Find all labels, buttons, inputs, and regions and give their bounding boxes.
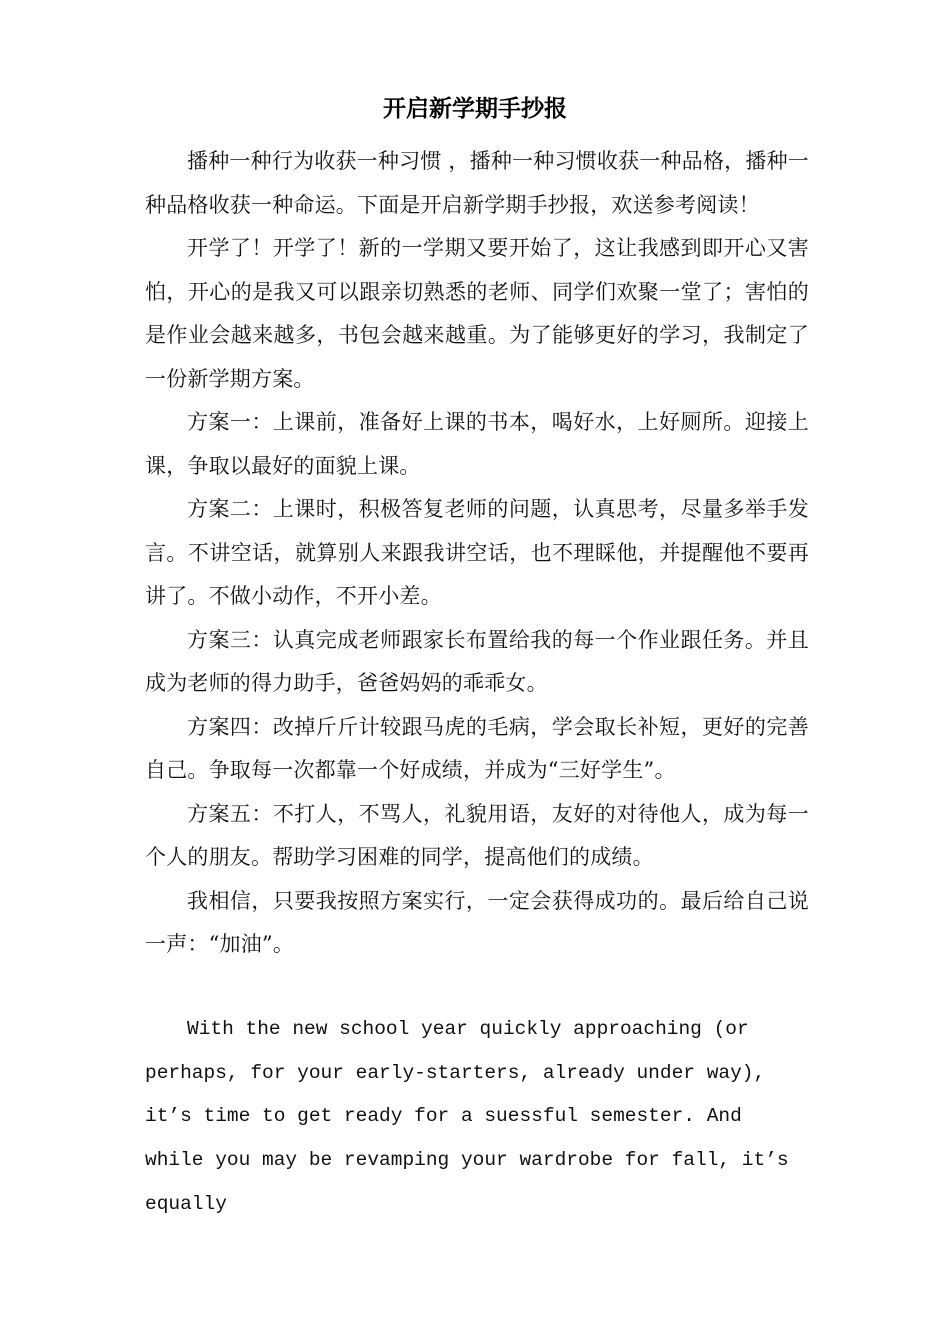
paragraph-plan-three: 方案三：认真完成老师跟家长布置给我的每一个作业跟任务。并且成为老师的得力助手，爸爸妈妈的乖乖女。 <box>145 627 809 695</box>
paragraph-plan-two: 方案二：上课时，积极答复老师的问题，认真思考，尽量多举手发言。不讲空话，就算别人来跟我讲空话，也不理睬他，并提醒他不要再讲了。不做小动作，不开小差。 <box>145 497 809 608</box>
paragraph-intro: 播种一种行为收获一种习惯 ，播种一种习惯收获一种品格，播种一种品格收获一种命运。下面是开启新学期手抄报，欢送参考阅读！ <box>145 149 809 217</box>
document-title: 开启新学期手抄报 <box>383 95 567 122</box>
paragraph-english: With the new school year quickly approaching (or perhaps, for your early-starters, already under way), it’s time to get ready for a suessful semester. And while you may be revamping your wardrobe for fall, it’s equally <box>145 1018 789 1215</box>
english-section <box>145 1008 809 1227</box>
paragraph-plan-four: 方案四：改掉斤斤计较跟马虎的毛病，学会取长补短，更好的完善自己。争取每一次都靠一个好成绩，并成为“三好学生”。 <box>145 714 809 782</box>
paragraph-school-start: 开学了！开学了！新的一学期又要开始了，这让我感到即开心又害怕，开心的是我又可以跟亲切熟悉的老师、同学们欢聚一堂了；害怕的是作业会越来越多，书包会越来越重。为了能够更好的学习，我制定了一份新学期方案。 <box>145 236 809 391</box>
paragraph-plan-one: 方案一：上课前，准备好上课的书本，喝好水，上好厕所。迎接上课，争取以最好的面貌上课。 <box>145 410 809 478</box>
paragraph-conclusion: 我相信，只要我按照方案实行，一定会获得成功的。最后给自己说一声：“加油”。 <box>145 888 809 956</box>
document-body <box>145 140 809 967</box>
paragraph-plan-five: 方案五：不打人，不骂人，礼貌用语，友好的对待他人，成为每一个人的朋友。帮助学习困难的同学，提高他们的成绩。 <box>145 801 809 869</box>
